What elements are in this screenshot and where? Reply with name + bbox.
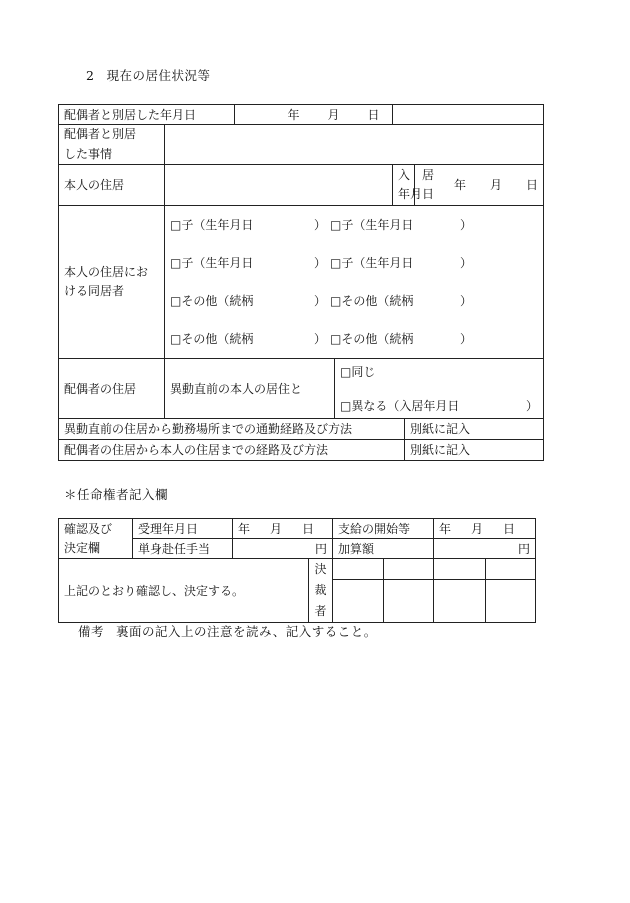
other-option-text: □その他（続柄 xyxy=(170,294,254,308)
addition-label: 加算額 xyxy=(333,539,434,559)
separation-date-label: 配偶者と別居した年月日 xyxy=(59,105,235,125)
received-date-field[interactable] xyxy=(233,519,333,539)
route-label: 配偶者の住居から本人の住居までの経路及び方法 xyxy=(59,440,405,461)
child-option-text: □子（生年月日 xyxy=(170,256,254,270)
month-label: 月 xyxy=(327,107,340,122)
spouse-residence-label: 配偶者の住居 xyxy=(59,359,165,419)
confirm-label-line1: 確認及び xyxy=(64,521,113,536)
seal-box-1[interactable] xyxy=(333,580,384,623)
move-in-date-label xyxy=(393,165,435,206)
child-option-text: □子（生年月日 xyxy=(330,256,414,270)
same-option[interactable]: □同じ xyxy=(340,364,376,379)
cohabitants-left-column xyxy=(170,206,330,358)
yen-unit: 円 xyxy=(315,541,328,556)
seal-box-3[interactable] xyxy=(434,580,486,623)
close-paren: ） xyxy=(459,294,472,308)
section-title xyxy=(86,66,210,84)
child-option-2[interactable] xyxy=(170,244,330,282)
different-option-text: □異なる（入居年月日 xyxy=(340,398,460,413)
separation-reason-field[interactable] xyxy=(165,125,544,165)
cohabitants-label xyxy=(59,206,165,359)
compare-label: 異動直前の本人の居住と xyxy=(165,359,335,419)
close-paren: ） xyxy=(459,332,472,346)
section-number: 2 xyxy=(86,68,95,83)
decider-char-2: 裁 xyxy=(314,583,327,597)
child-option-text: □子（生年月日 xyxy=(170,218,254,232)
decider-char-3: 者 xyxy=(314,604,327,618)
separation-date-extra[interactable] xyxy=(393,105,544,125)
close-paren: ） xyxy=(313,256,326,270)
year-label: 年 xyxy=(287,107,300,122)
separation-date-field[interactable] xyxy=(235,105,393,125)
remarks xyxy=(78,622,377,640)
remarks-label: 備考 xyxy=(78,624,105,639)
child-option-3[interactable] xyxy=(330,206,490,244)
month-label: 月 xyxy=(270,521,283,536)
compare-options xyxy=(335,359,544,419)
move-in-label-line2: 年月日 xyxy=(398,187,435,201)
cohabitants-label-line1: 本人の住居にお xyxy=(64,264,149,279)
yen-unit: 円 xyxy=(518,541,531,556)
confirm-label xyxy=(59,519,133,559)
year-label: 年 xyxy=(454,178,467,192)
day-label: 日 xyxy=(526,178,539,192)
payment-start-label: 支給の開始等 xyxy=(333,519,434,539)
confirm-label-line2: 決定欄 xyxy=(64,540,101,555)
child-option-text: □子（生年月日 xyxy=(330,218,414,232)
child-option-4[interactable] xyxy=(330,244,490,282)
close-paren: ） xyxy=(459,256,472,270)
allowance-field[interactable] xyxy=(233,539,333,559)
close-paren: ） xyxy=(526,398,539,413)
day-label: 日 xyxy=(302,521,315,536)
residence-table xyxy=(58,104,544,461)
cohabitants-field xyxy=(165,206,544,359)
own-residence-field[interactable] xyxy=(165,165,393,206)
remarks-text: 裏面の記入上の注意を読み、記入すること。 xyxy=(116,624,377,639)
other-option-2[interactable] xyxy=(170,320,330,358)
payment-start-field[interactable] xyxy=(434,519,536,539)
separation-reason-label-line2: した事情 xyxy=(64,146,113,161)
seal-header-4[interactable] xyxy=(486,559,536,580)
close-paren: ） xyxy=(313,218,326,232)
seal-header-1[interactable] xyxy=(333,559,384,580)
other-option-text: □その他（続柄 xyxy=(330,294,414,308)
different-option[interactable] xyxy=(340,395,538,417)
cohabitants-right-column xyxy=(330,206,490,358)
close-paren: ） xyxy=(313,332,326,346)
decider-char-1: 決 xyxy=(314,562,327,576)
separation-reason-label xyxy=(59,125,165,165)
section-title-text: 現在の居住状況等 xyxy=(106,68,211,83)
month-label: 月 xyxy=(471,521,484,536)
day-label: 日 xyxy=(367,107,380,122)
commute-separate-sheet[interactable]: 別紙に記入 xyxy=(405,419,544,440)
authority-heading: ＊任命権者記入欄 xyxy=(64,487,169,502)
seal-box-2[interactable] xyxy=(384,580,434,623)
other-option-3[interactable] xyxy=(330,282,490,320)
seal-header-3[interactable] xyxy=(434,559,486,580)
seal-box-4[interactable] xyxy=(486,580,536,623)
other-option-4[interactable] xyxy=(330,320,490,358)
own-residence-label: 本人の住居 xyxy=(59,165,165,206)
addition-field[interactable] xyxy=(434,539,536,559)
received-date-label: 受理年月日 xyxy=(133,519,233,539)
child-option-1[interactable] xyxy=(170,206,330,244)
day-label: 日 xyxy=(503,521,516,536)
decider-label xyxy=(309,559,333,623)
close-paren: ） xyxy=(313,294,326,308)
month-label: 月 xyxy=(490,178,503,192)
commute-label: 異動直前の住居から勤務場所までの通勤経路及び方法 xyxy=(59,419,405,440)
separation-reason-label-line1: 配偶者と別居 xyxy=(64,127,137,142)
allowance-label: 単身赴任手当 xyxy=(133,539,233,559)
other-option-text: □その他（続柄 xyxy=(170,332,254,346)
other-option-text: □その他（続柄 xyxy=(330,332,414,346)
confirm-text: 上記のとおり確認し、決定する。 xyxy=(59,559,309,623)
cohabitants-label-line2: ける同居者 xyxy=(64,284,125,298)
year-label: 年 xyxy=(439,521,452,536)
other-option-1[interactable] xyxy=(170,282,330,320)
route-separate-sheet[interactable]: 別紙に記入 xyxy=(405,440,544,461)
year-label: 年 xyxy=(238,521,251,536)
seal-header-2[interactable] xyxy=(384,559,434,580)
close-paren: ） xyxy=(459,218,472,232)
move-in-label-line1: 入 居 xyxy=(398,168,435,183)
authority-table xyxy=(58,518,536,623)
